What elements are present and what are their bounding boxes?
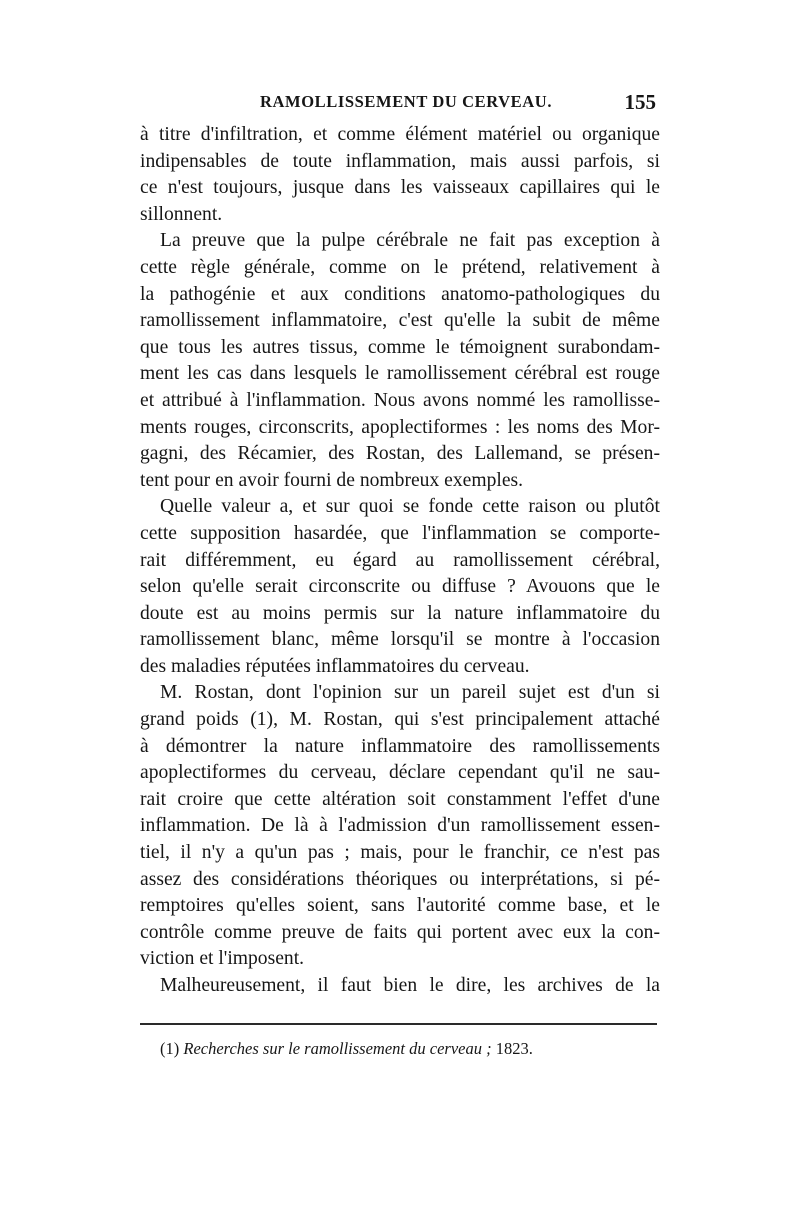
text-line: gagni, des Récamier, des Rostan, des Lallemand, se présen- xyxy=(140,443,660,465)
text-line: et attribué à l'inflammation. Nous avons nommé les ramollisse- xyxy=(140,389,660,411)
text-line: des maladies réputées inflammatoires du cerveau. xyxy=(140,655,530,677)
text-line: ments rouges, circonscrits, apoplectiformes : les noms des Mor- xyxy=(140,416,660,438)
text-line: assez des considérations théoriques ou interprétations, si pé- xyxy=(140,868,660,890)
footnote xyxy=(160,1039,533,1059)
text-line: que tous les autres tissus, comme le témoignent surabondam- xyxy=(140,336,660,358)
text-line: selon qu'elle serait circonscrite ou diffuse ? Avouons que le xyxy=(140,576,660,598)
paragraph-start-line: La preuve que la pulpe cérébrale ne fait pas exception à xyxy=(160,230,660,252)
text-line: cette supposition hasardée, que l'inflammation se comporte- xyxy=(140,522,660,544)
paragraph-start-line: Quelle valeur a, et sur quoi se fonde cette raison ou plutôt xyxy=(160,496,660,518)
text-line: ce n'est toujours, jusque dans les vaisseaux capillaires qui le xyxy=(140,177,660,199)
text-line: indipensables de toute inflammation, mais aussi parfois, si xyxy=(140,150,660,172)
footnote-divider xyxy=(140,1023,657,1025)
text-line: à titre d'infiltration, et comme élément matériel ou organique xyxy=(140,124,660,145)
text-line: contrôle comme preuve de faits qui portent avec eux la con- xyxy=(140,921,660,943)
text-line: tiel, il n'y a qu'un pas ; mais, pour le franchir, ce n'est pas xyxy=(140,842,660,864)
paragraph-start-line: Malheureusement, il faut bien le dire, les archives de la xyxy=(160,975,660,996)
text-line: rait différemment, eu égard au ramollissement cérébral, xyxy=(140,549,660,571)
text-line: rait croire que cette altération soit constamment l'effet d'une xyxy=(140,788,660,810)
footnote-year: 1823. xyxy=(495,1039,533,1058)
text-line: grand poids (1), M. Rostan, qui s'est principalement attaché xyxy=(140,709,660,731)
text-line: inflammation. De là à l'admission d'un ramollissement essen- xyxy=(140,815,660,837)
text-line: doute est au moins permis sur la nature inflammatoire du xyxy=(140,602,660,624)
paragraph-start-line: M. Rostan, dont l'opinion sur un pareil sujet est d'un si xyxy=(160,682,660,704)
text-line: cette règle générale, comme on le prétend, relativement à xyxy=(140,256,660,278)
text-line: ramollissement blanc, même lorsqu'il se montre à l'occasion xyxy=(140,629,660,651)
text-line: à démontrer la nature inflammatoire des ramollissements xyxy=(140,735,660,757)
running-title: RAMOLLISSEMENT DU CERVEAU. xyxy=(260,92,553,111)
text-line: ramollissement inflammatoire, c'est qu'elle la subit de même xyxy=(140,310,660,332)
text-line: la pathogénie et aux conditions anatomo-pathologiques du xyxy=(140,283,660,305)
page-number: 155 xyxy=(624,90,656,114)
text-line: apoplectiformes du cerveau, déclare cependant qu'il ne sau- xyxy=(140,762,660,784)
footnote-title: Recherches sur le ramollissement du cerveau ; xyxy=(183,1039,492,1058)
text-line: viction et l'imposent. xyxy=(140,948,305,970)
footnote-marker: (1) xyxy=(160,1039,180,1058)
text-line: sillonnent. xyxy=(140,203,223,225)
text-line: remptoires qu'elles soient, sans l'autorité comme base, et le xyxy=(140,895,660,917)
text-line: ment les cas dans lesquels le ramollissement cérébral est rouge xyxy=(140,363,660,385)
running-head xyxy=(140,92,660,118)
body-text xyxy=(140,122,660,1000)
text-line: tent pour en avoir fourni de nombreux exemples. xyxy=(140,469,524,491)
